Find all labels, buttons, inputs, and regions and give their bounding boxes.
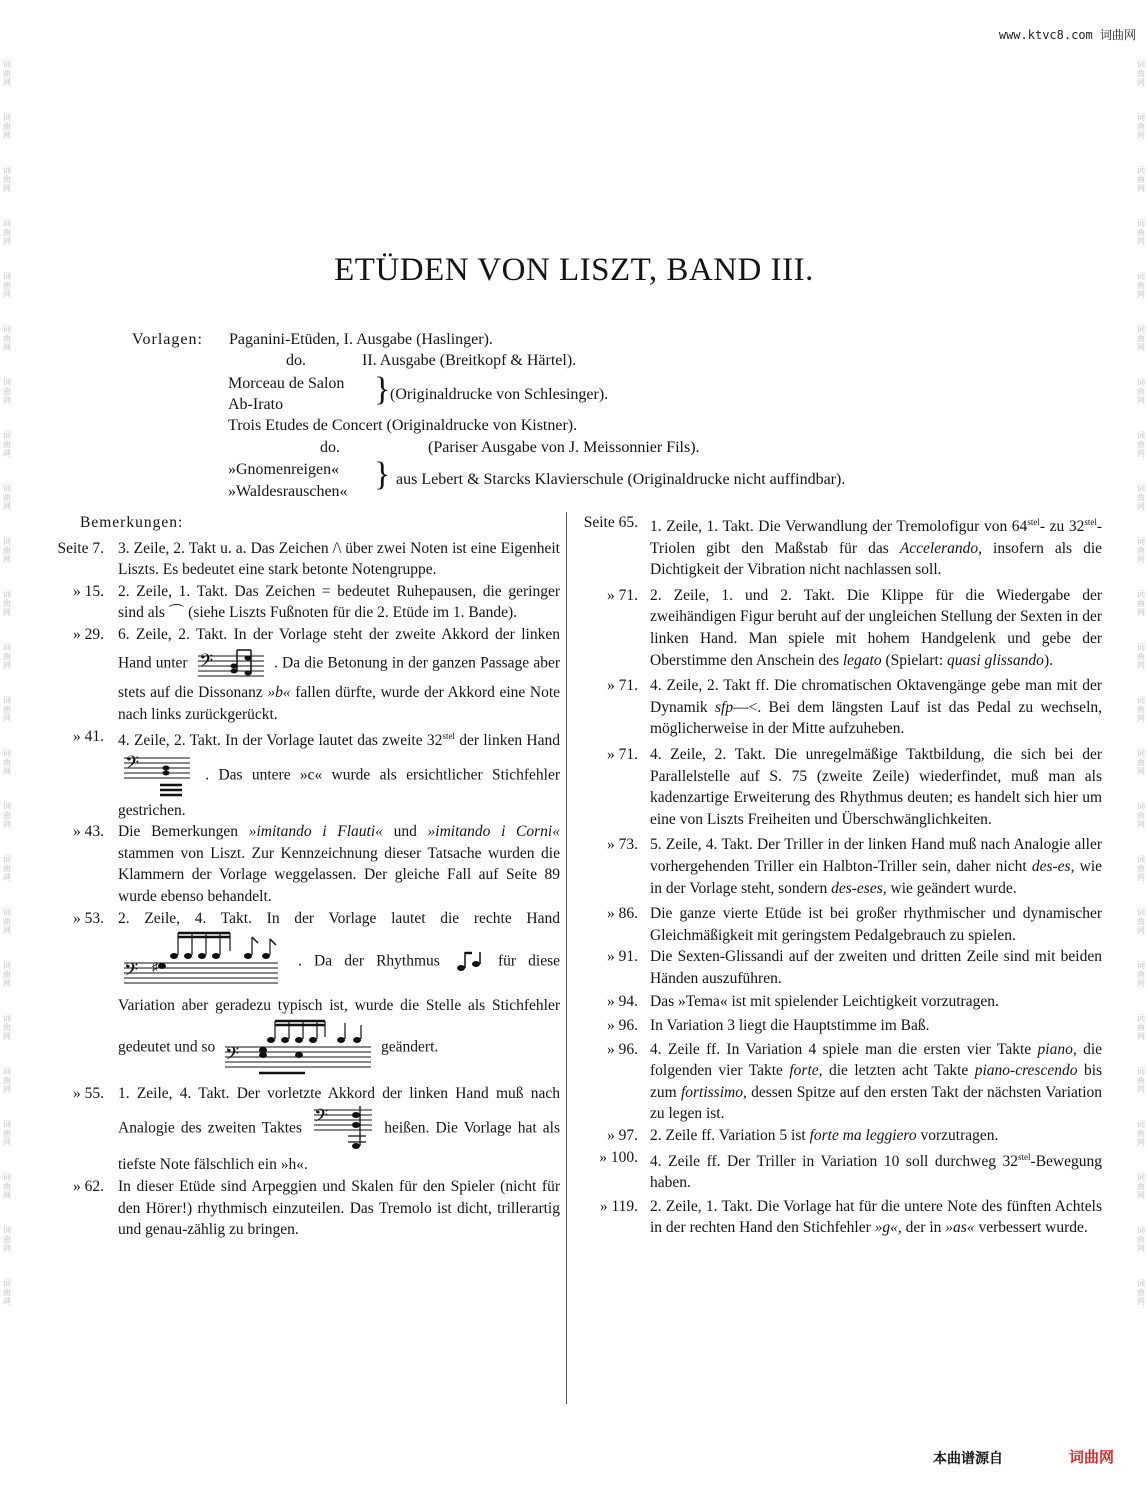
remark-text: [650, 512, 1102, 581]
margin-mark: 词曲网: [1137, 1067, 1145, 1094]
remark-ref: » 43.: [73, 823, 104, 841]
text-fragment: »imitando i Flauti«: [248, 823, 383, 841]
remark-text: [650, 1196, 1102, 1239]
site-watermark: www.ktvc8.com 词曲网: [998, 28, 1136, 42]
margin-mark: 词曲网: [1137, 590, 1145, 617]
remark-entry: [38, 538, 560, 581]
text-fragment: bis zum: [650, 1062, 1103, 1101]
margin-mark: 词曲网: [3, 1279, 11, 1306]
text-fragment: insofern als die Dichtigkeit der Vibration nicht nachlassen soll.: [650, 539, 1103, 579]
margin-mark: 词曲网: [1137, 113, 1145, 140]
source-walde: »Waldesrauschen«: [228, 483, 348, 500]
column-divider: [566, 512, 567, 1404]
text-fragment: piano-crescendo: [974, 1062, 1078, 1080]
margin-mark: 词曲网: [1137, 378, 1145, 405]
margin-mark: 词曲网: [1137, 1014, 1145, 1041]
remark-entry: [580, 903, 1102, 946]
text-fragment: -Bewegung haben.: [650, 1152, 1102, 1192]
text-fragment: 6. Zeile, 2. Takt. In der Vorlage steht der zweite Akkord der linken Hand unter: [118, 625, 560, 672]
remarks-left-column: [38, 512, 560, 1241]
svg-text:𝄢: 𝄢: [124, 960, 139, 986]
music-notation-icon: [122, 929, 282, 995]
text-fragment: forte,: [789, 1062, 823, 1080]
text-fragment: und: [393, 823, 417, 841]
margin-mark: 词曲网: [1137, 484, 1145, 511]
text-fragment: des-eses,: [831, 879, 887, 897]
music-notation-icon: [122, 752, 192, 800]
remark-entry: [580, 1015, 1102, 1037]
text-fragment: »b«: [267, 683, 291, 701]
margin-mark: 词曲网: [1137, 1173, 1145, 1200]
remark-ref: Seite 65.: [583, 514, 638, 531]
remarks-heading: Bemerkungen:: [80, 514, 184, 531]
source-trois: Trois Etudes de Concert (Originaldrucke von Kistner).: [228, 417, 578, 434]
text-fragment: . Da der Rhythmus: [298, 952, 440, 970]
text-fragment: 2. Zeile, 1. und 2. Takt. Die Klippe für die Wiedergabe der zweihändigen Figur beruht auf der ungleichen Stellung der Sexten in der linken Hand. Man spiele mit hohem Handgelenk und gebe der Oberstimme den Anschein des: [650, 586, 1102, 669]
margin-mark: 词曲网: [3, 1120, 11, 1147]
svg-text:𝄢: 𝄢: [225, 1043, 240, 1069]
remark-entry: [580, 512, 1102, 581]
svg-text:𝄢: 𝄢: [314, 1106, 329, 1132]
text-fragment: stel: [1027, 517, 1040, 527]
remark-text: [650, 1147, 1102, 1194]
source-line-2: II. Ausgabe (Breitkopf & Härtel).: [362, 352, 577, 369]
text-fragment: -Triolen gibt den Maßstab für das: [650, 518, 1102, 557]
margin-mark: 词曲网: [1137, 855, 1145, 882]
margin-mark: 词曲网: [3, 643, 11, 670]
sources-label: Vorlagen:: [132, 331, 203, 348]
text-fragment: stel: [442, 730, 455, 741]
remark-text: [118, 1083, 560, 1176]
text-fragment: stel: [1084, 517, 1097, 527]
remark-entry: [580, 1039, 1102, 1125]
text-fragment: wie geändert wurde.: [890, 879, 1017, 897]
margin-mark: 词曲网: [3, 219, 11, 246]
margin-mark: 词曲网: [1137, 325, 1145, 352]
brace-icon: }: [374, 371, 391, 408]
remark-text: [118, 726, 560, 821]
margin-mark: 词曲网: [1137, 272, 1145, 299]
remark-entry: [580, 585, 1102, 671]
text-fragment: sfp: [715, 698, 734, 716]
brace-icon: }: [374, 456, 391, 493]
text-fragment: die folgenden vier Takte: [650, 1040, 1103, 1080]
text-fragment: der linken Hand: [459, 731, 561, 749]
remark-text: [650, 675, 1102, 740]
margin-mark: 词曲网: [3, 855, 11, 882]
margin-mark: 词曲网: [3, 272, 11, 299]
source-line-5: (Pariser Ausgabe von J. Meissonnier Fils).: [428, 439, 700, 456]
remark-ref: » 73.: [607, 836, 638, 854]
remark-ref: » 15.: [73, 582, 104, 600]
remark-ref: » 119.: [599, 1197, 638, 1215]
text-fragment: ).: [1043, 651, 1053, 669]
source-group2-note: aus Lebert & Starcks Klavierschule (Originaldrucke nicht auffindbar).: [396, 471, 846, 488]
svg-text:𝄢: 𝄢: [198, 650, 213, 676]
margin-mark: 词曲网: [1137, 643, 1145, 670]
text-fragment: 4. Zeile ff. In Variation 4 spiele man die ersten vier Takte: [650, 1040, 1032, 1058]
margin-mark: 词曲网: [3, 484, 11, 511]
remark-entry: [38, 581, 560, 624]
remark-ref: » 86.: [607, 905, 638, 923]
text-fragment: 4. Zeile, 2. Takt. In der Vorlage lautet das zweite 32: [118, 731, 443, 749]
text-fragment: . Das untere »c« wurde als ersichtlicher Stichfehler gestrichen.: [118, 766, 560, 819]
remark-text: 2. Zeile, 1. Takt. Das Zeichen = bedeutet Ruhepausen, die geringer sind als ⌒ (siehe Liszts Fußnoten für die 2. Etüde im 1. Bande).: [118, 582, 560, 622]
remark-ref: » 100.: [599, 1148, 638, 1166]
footer-source-label: 本曲谱源自: [933, 1451, 1003, 1467]
margin-mark: 词曲网: [3, 749, 11, 776]
remark-text: [118, 821, 560, 907]
text-fragment: 2. Zeile ff. Variation 5 ist: [650, 1127, 806, 1145]
remark-text: [650, 834, 1102, 899]
remark-text: Das »Tema« ist mit spielender Leichtigkeit vorzutragen.: [650, 993, 999, 1011]
text-fragment: . Da die Betonung in der ganzen Passage aber stets auf die Dissonanz: [118, 654, 561, 701]
remark-text: [118, 624, 560, 726]
remark-entry: [580, 991, 1102, 1013]
remark-text: In dieser Etüde sind Arpeggien und Skalen für den Spieler (nicht für den Hörer!) rhythmisch einzuteilen. Das Tremolo ist dicht, trillerartig und genau-zählig zu bringen.: [118, 1177, 560, 1239]
margin-mark: 词曲网: [1137, 696, 1145, 723]
remark-ref: » 97.: [607, 1127, 638, 1145]
text-fragment: des-es,: [1031, 857, 1075, 875]
margin-mark: 词曲网: [3, 431, 11, 458]
remark-text: In Variation 3 liegt die Hauptstimme im Baß.: [650, 1017, 930, 1035]
source-line-5-do: do.: [320, 439, 340, 456]
margin-mark: 词曲网: [3, 1173, 11, 1200]
margin-mark: 词曲网: [1137, 1279, 1145, 1306]
margin-mark: 词曲网: [1137, 219, 1145, 246]
text-fragment: 4. Zeile, 2. Takt ff. Die chromatischen Oktavengänge gebe man mit der Dynamik: [650, 677, 1102, 716]
remark-entry: [38, 624, 560, 726]
svg-text:♯: ♯: [152, 960, 158, 975]
text-fragment: wie in der Vorlage steht, sondern: [650, 857, 1103, 897]
margin-mark: 词曲网: [1137, 908, 1145, 935]
remark-entry: [38, 726, 560, 821]
remark-ref: » 71.: [607, 586, 638, 604]
text-fragment: fortissimo,: [680, 1083, 747, 1101]
remark-ref: » 71.: [607, 677, 638, 695]
margin-mark: 词曲网: [3, 113, 11, 140]
remark-entry: [580, 834, 1102, 899]
margin-mark: 词曲网: [1137, 166, 1145, 193]
source-abirato: Ab-Irato: [228, 396, 284, 413]
remark-text: 4. Zeile, 2. Takt. Die unregelmäßige Taktbildung, die sich bei der Parallelstelle auf S. 75 (zweite Zeile) wiederfindet, muß man als kadenzartige Erweiterung des Rhythmus deuten; es handelt sich hier um eine von Liszts Freiheiten und Überschwänglichkeiten.: [650, 745, 1102, 828]
margin-mark: 词曲网: [3, 961, 11, 988]
text-fragment: verbessert wurde.: [978, 1219, 1088, 1237]
text-fragment: - zu 32: [1039, 518, 1085, 535]
remark-entry: [580, 744, 1102, 830]
remark-ref: » 96.: [607, 1017, 638, 1035]
margin-mark: 词曲网: [1137, 537, 1145, 564]
remark-text: [650, 585, 1102, 671]
margin-mark: 词曲网: [1137, 1120, 1145, 1147]
page-title: ETÜDEN VON LISZT, BAND III.: [334, 252, 814, 288]
margin-mark: 词曲网: [3, 1067, 11, 1094]
remark-ref: » 71.: [607, 745, 638, 763]
margin-mark: 词曲网: [1137, 961, 1145, 988]
text-fragment: 1. Zeile, 1. Takt. Die Verwandlung der Tremolofigur von 64: [650, 518, 1028, 535]
margin-mark: 词曲网: [1137, 1226, 1145, 1253]
margin-mark: 词曲网: [3, 166, 11, 193]
text-fragment: vorzutragen.: [920, 1127, 999, 1145]
source-line-2-do: do.: [286, 352, 306, 369]
text-fragment: —<. Bei dem längsten Lauf ist das Pedal zu wechseln, möglicherweise in der Mitte aufzuheben.: [650, 698, 1102, 738]
source-gnomen: »Gnomenreigen«: [228, 461, 340, 478]
text-fragment: quasi glissando: [947, 651, 1044, 669]
text-fragment: legato: [842, 651, 882, 669]
remark-entry: [38, 1083, 560, 1176]
margin-mark: 词曲网: [1137, 749, 1145, 776]
text-fragment: 5. Zeile, 4. Takt. Der Triller in der linken Hand muß nach Analogie aller vorhergehenden Triller ein Halbton-Triller sein, daher nicht: [650, 836, 1102, 875]
remark-text: Die ganze vierte Etüde ist bei großer rhythmischer und dynamischer Gleichmäßigkeit mit geringstem Pedalgebrauch zu spielen.: [650, 905, 1102, 944]
margin-mark: 词曲网: [1137, 802, 1145, 829]
text-fragment: fallen dürfte, wurde der Akkord eine Note nach links zurückgerückt.: [118, 683, 561, 723]
text-fragment: dessen Spitze auf den ersten Takt der nächsten Variation zu legen ist.: [650, 1083, 1103, 1123]
remark-text: [650, 1125, 1102, 1147]
remark-ref: » 55.: [73, 1084, 104, 1102]
text-fragment: Accelerando,: [899, 539, 983, 557]
remarks-right-column: [580, 512, 1102, 1239]
remark-entry: [38, 821, 560, 907]
remark-text: [650, 1039, 1102, 1125]
music-notation-icon: [312, 1104, 374, 1154]
source-line-1: Paganini-Etüden, I. Ausgabe (Haslinger).: [229, 331, 493, 348]
remark-text: Die Sexten-Glissandi auf der zweiten und dritten Zeile sind mit beiden Händen auszuführen.: [650, 948, 1102, 987]
left-margin-watermark: [0, 60, 14, 1332]
remark-text: [118, 908, 560, 1079]
margin-mark: 词曲网: [1137, 431, 1145, 458]
source-group1-note: (Originaldrucke von Schlesinger).: [390, 386, 609, 403]
remark-ref: » 41.: [73, 727, 104, 745]
margin-mark: 词曲网: [3, 325, 11, 352]
remark-ref: » 91.: [607, 948, 638, 966]
margin-mark: 词曲网: [3, 378, 11, 405]
text-fragment: für diese Variation aber geradezu typisch ist, wurde die Stelle als Stichfehler gedeutet und so: [118, 952, 561, 1056]
source-morceau: Morceau de Salon: [228, 375, 345, 392]
remark-ref: » 29.: [73, 625, 104, 643]
margin-mark: 词曲网: [3, 60, 11, 87]
text-fragment: 4. Zeile ff. Der Triller in Variation 10 soll durchweg 32: [650, 1152, 1019, 1170]
text-fragment: »imitando i Corni«: [427, 823, 560, 841]
text-fragment: geändert.: [381, 1038, 439, 1056]
footer-site-link[interactable]: 词曲网: [1068, 1448, 1114, 1466]
svg-text:𝄢: 𝄢: [125, 752, 140, 778]
text-fragment: 1. Zeile, 4. Takt. Der vorletzte Akkord der linken Hand muß nach Analogie des zweiten Taktes: [118, 1084, 560, 1137]
text-fragment: forte ma leggiero: [809, 1127, 917, 1145]
text-fragment: stammen von Liszt. Zur Kennzeichnung dieser Tatsache wurden die Klammern der Vorlage weggelassen. Der gleiche Fall auf Seite 89 wurde ebenso behandelt.: [118, 844, 560, 905]
music-notation-icon: [223, 1017, 373, 1079]
text-fragment: »as«: [945, 1219, 975, 1237]
text-fragment: 2. Zeile, 4. Takt. In der Vorlage lautet die rechte Hand: [118, 909, 560, 927]
text-fragment: stel: [1018, 1151, 1031, 1162]
margin-mark: 词曲网: [3, 1226, 11, 1253]
text-fragment: der in: [905, 1219, 942, 1237]
remark-ref: Seite 7.: [57, 539, 104, 557]
text-fragment: die letzten acht Takte: [828, 1062, 969, 1080]
margin-mark: 词曲网: [3, 1014, 11, 1041]
remark-entry: [580, 1147, 1102, 1194]
remark-entry: [38, 908, 560, 1079]
remark-entry: [580, 946, 1102, 989]
margin-mark: 词曲网: [3, 908, 11, 935]
margin-mark: 词曲网: [3, 590, 11, 617]
margin-mark: 词曲网: [1137, 60, 1145, 87]
text-fragment: Die Bemerkungen: [118, 823, 239, 841]
music-notation-icon: [196, 646, 266, 682]
remark-ref: » 53.: [73, 909, 104, 927]
text-fragment: (Spielart:: [885, 651, 944, 669]
remark-entry: [580, 1196, 1102, 1239]
remark-entry: [38, 1176, 560, 1241]
text-fragment: 2. Zeile, 1. Takt. Die Vorlage hat für die untere Note des fünften Achtels in der rechten Hand den Stichfehler: [650, 1197, 1102, 1237]
remark-entry: [580, 675, 1102, 740]
remark-ref: » 62.: [73, 1177, 104, 1195]
rhythm-icon: [456, 950, 482, 974]
text-fragment: »g«,: [874, 1219, 902, 1237]
remark-entry: [580, 1125, 1102, 1147]
remark-ref: » 94.: [607, 993, 638, 1011]
text-fragment: heißen. Die Vorlage hat als tiefste Note fälschlich ein »h«.: [118, 1119, 560, 1174]
margin-mark: 词曲网: [3, 537, 11, 564]
margin-mark: 词曲网: [3, 696, 11, 723]
margin-mark: 词曲网: [3, 802, 11, 829]
remark-ref: » 96.: [607, 1040, 638, 1058]
text-fragment: piano,: [1037, 1040, 1077, 1058]
remark-text: 3. Zeile, 2. Takt u. a. Das Zeichen /\ über zwei Noten ist eine Eigenheit Liszts. Es bedeutet eine stark betonte Notengruppe.: [118, 539, 560, 579]
right-margin-watermark: [1134, 60, 1148, 1332]
